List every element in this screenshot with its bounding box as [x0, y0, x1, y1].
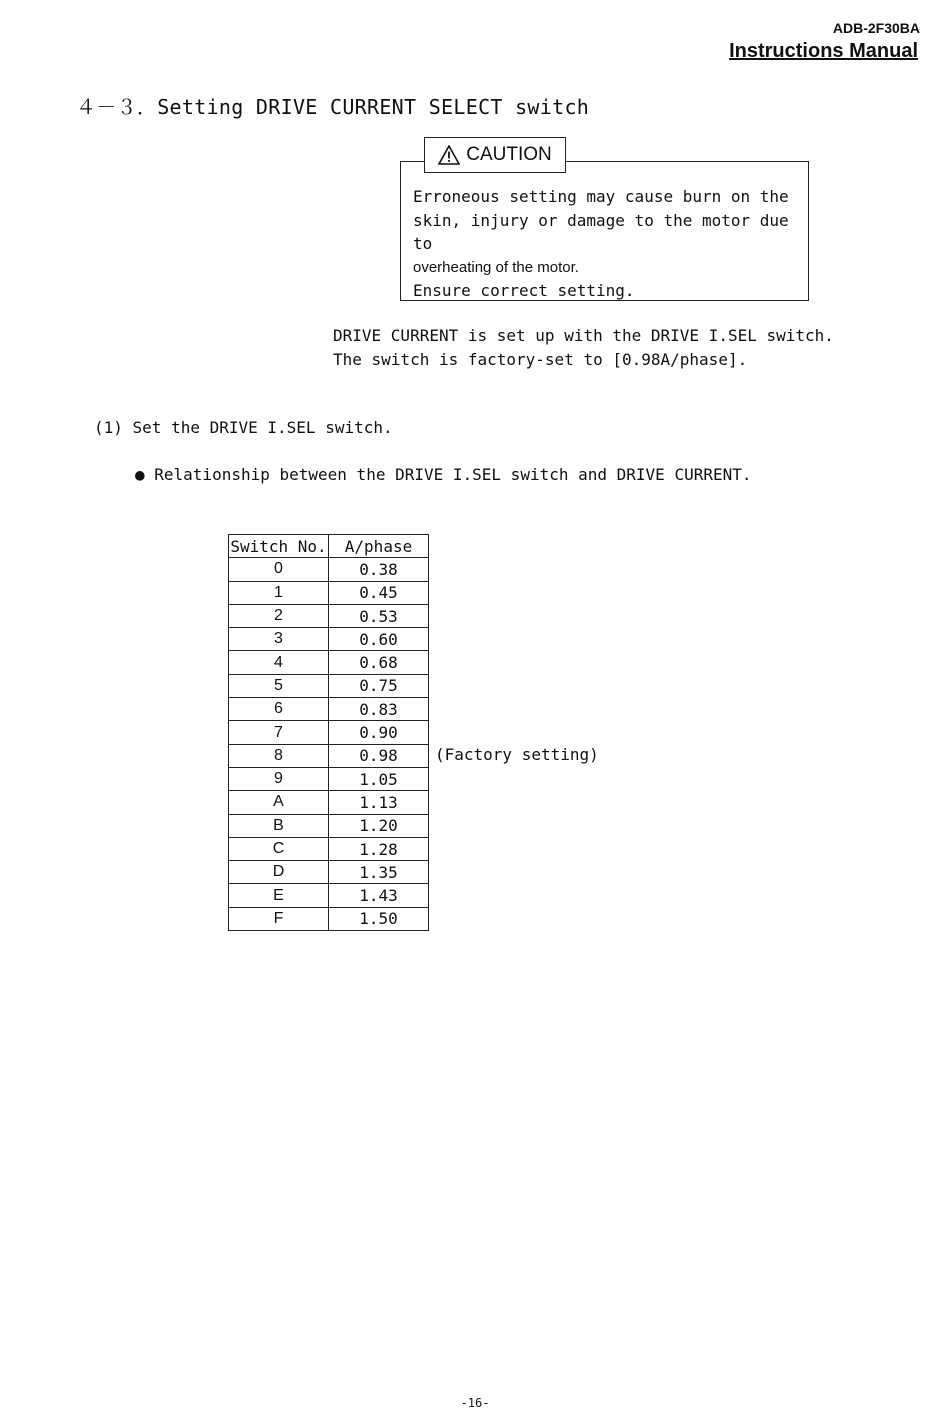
- table-row: [229, 674, 429, 697]
- table-row: [229, 581, 429, 604]
- caution-text: [413, 185, 805, 303]
- step-1: (1) Set the DRIVE I.SEL switch.: [94, 418, 393, 437]
- table-row: [229, 861, 429, 884]
- table-row: [229, 698, 429, 721]
- table-row: [229, 651, 429, 674]
- switch-no-cell: 5: [229, 674, 329, 697]
- table-row: [229, 721, 429, 744]
- switch-no-cell: 6: [229, 698, 329, 721]
- a-phase-cell: 1.13: [329, 791, 429, 814]
- switch-no-cell: 1: [229, 581, 329, 604]
- caution-line: skin, injury or damage to the motor due to: [413, 210, 789, 253]
- table-row: [229, 604, 429, 627]
- caution-label: [424, 137, 566, 173]
- drive-current-table: [228, 534, 429, 931]
- table-row: [229, 558, 429, 581]
- a-phase-cell: 1.28: [329, 837, 429, 860]
- caution-line: Ensure correct setting.: [413, 281, 635, 300]
- a-phase-cell: 0.53: [329, 604, 429, 627]
- a-phase-cell: 0.68: [329, 651, 429, 674]
- a-phase-cell: 0.90: [329, 721, 429, 744]
- a-phase-cell: 1.50: [329, 907, 429, 930]
- intro-paragraph: [333, 324, 834, 371]
- a-phase-cell: 1.43: [329, 884, 429, 907]
- a-phase-cell: 0.83: [329, 698, 429, 721]
- switch-no-cell: B: [229, 814, 329, 837]
- caution-line: Erroneous setting may cause burn on the: [413, 187, 789, 206]
- table-row: [229, 884, 429, 907]
- table-row: [229, 907, 429, 930]
- a-phase-cell: 0.75: [329, 674, 429, 697]
- a-phase-cell: 1.35: [329, 861, 429, 884]
- caution-line: overheating of the motor.: [413, 258, 579, 276]
- switch-no-cell: 3: [229, 628, 329, 651]
- header-a-phase: A/phase: [329, 535, 429, 558]
- switch-no-cell: 7: [229, 721, 329, 744]
- table-row: [229, 628, 429, 651]
- a-phase-cell: 1.20: [329, 814, 429, 837]
- table-row: [229, 837, 429, 860]
- switch-no-cell: A: [229, 791, 329, 814]
- a-phase-cell: 0.45: [329, 581, 429, 604]
- a-phase-cell: 0.98: [329, 744, 429, 767]
- switch-no-cell: 4: [229, 651, 329, 674]
- switch-no-cell: D: [229, 861, 329, 884]
- page-number: -16-: [460, 1396, 490, 1410]
- a-phase-cell: 0.38: [329, 558, 429, 581]
- switch-no-cell: 8: [229, 744, 329, 767]
- switch-no-cell: C: [229, 837, 329, 860]
- table-row: [229, 791, 429, 814]
- a-phase-cell: 0.60: [329, 628, 429, 651]
- relationship-bullet: ● Relationship between the DRIVE I.SEL switch and DRIVE CURRENT.: [135, 465, 752, 484]
- document-title: Instructions Manual: [729, 40, 918, 62]
- table-header-row: [229, 535, 429, 558]
- document-code: ADB-2F30BA: [832, 20, 920, 36]
- intro-line: The switch is factory-set to [0.98A/phase].: [333, 349, 748, 369]
- factory-setting-note: (Factory setting): [435, 745, 599, 764]
- a-phase-cell: 1.05: [329, 767, 429, 790]
- warning-triangle-icon: [438, 145, 460, 165]
- intro-line: DRIVE CURRENT is set up with the DRIVE I.SEL switch.: [333, 326, 834, 345]
- caution-label-text: CAUTION: [466, 144, 552, 165]
- header-switch-no: Switch No.: [229, 535, 329, 558]
- table-row: [229, 744, 429, 767]
- switch-no-cell: 0: [229, 558, 329, 581]
- switch-no-cell: 2: [229, 604, 329, 627]
- switch-no-cell: E: [229, 884, 329, 907]
- switch-no-cell: 9: [229, 767, 329, 790]
- switch-no-cell: F: [229, 907, 329, 930]
- table-row: [229, 814, 429, 837]
- section-title: ４－３．Setting DRIVE CURRENT SELECT switch: [76, 95, 590, 119]
- table-row: [229, 767, 429, 790]
